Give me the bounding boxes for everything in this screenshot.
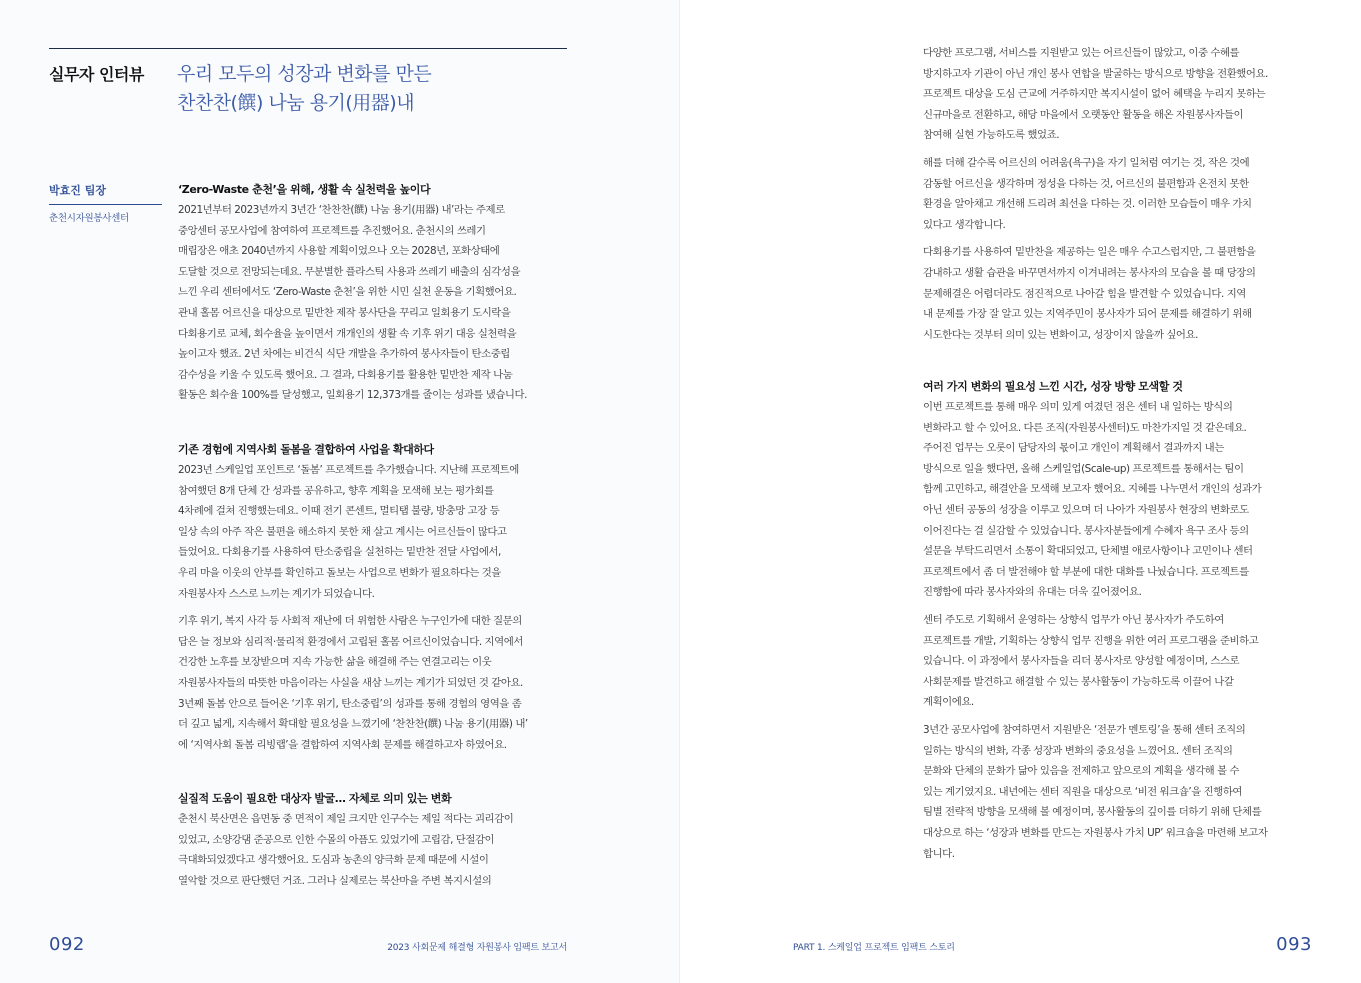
paragraph-line: 있다고 생각합니다. — [923, 218, 1006, 231]
paragraph — [923, 242, 1268, 345]
paragraph-line: 관내 홀몸 어르신을 대상으로 밑반찬 제작 봉사단을 꾸리고 일회용기 도시락을 — [178, 307, 511, 320]
paragraph — [178, 200, 527, 406]
paragraph-line: 열악할 것으로 판단했던 거죠. 그러나 실제로는 북산마을 주변 복지시설의 — [178, 874, 492, 887]
paragraph-line: 방지하고자 기관이 아닌 개인 봉사 연합을 발굴하는 방식으로 방향을 전환했어요. — [923, 67, 1268, 80]
paragraph-line: 내 문제를 가장 잘 알고 있는 지역주민이 봉사자가 되어 문제를 해결하기 위해 — [923, 308, 1252, 321]
article-section — [178, 440, 528, 756]
paragraph-line: 팀별 전략적 방향을 모색해 볼 예정이며, 봉사활동의 깊이를 더하기 위해 단체를 — [923, 806, 1262, 819]
paragraph-line: 변화라고 할 수 있어요. 다른 조직(자원봉사센터)도 마찬가지일 것 같은데요. — [923, 421, 1247, 434]
footer-report-title: 2023 사회문제 해결형 자원봉사 임팩트 보고서 — [387, 943, 567, 953]
paragraph-line: 해를 더해 갈수록 어르신의 어려움(욕구)을 자기 일처럼 여기는 것, 작은 것에 — [923, 156, 1250, 169]
paragraph-line: 다회용기로 교체, 회수율을 높이면서 개개인의 생활 속 기후 위기 대응 실천력을 — [178, 327, 517, 340]
paragraph-line: 프로젝트에서 좀 더 발전해야 할 부분에 대한 대화를 나눴습니다. 프로젝트를 — [923, 565, 1249, 578]
paragraph-line: 문제해결은 어렵더라도 점진적으로 나아갈 힘을 발견할 수 있었습니다. 지역 — [923, 287, 1246, 300]
paragraph-line: 있었고, 소양강댐 준공으로 인한 수몰의 아픔도 있었기에 고립감, 단절감이 — [178, 833, 495, 846]
section-label: 실무자 인터뷰 — [49, 65, 144, 84]
paragraph-line: 느낀 우리 센터에서도 ‘Zero-Waste 춘천’을 위한 시민 실천 운동을 기획했어요. — [178, 286, 517, 299]
paragraph-line: 건강한 노후를 보장받으며 지속 가능한 삶을 해결해 주는 연결고리는 이웃 — [178, 656, 492, 669]
paragraph-line: 3년째 돌봄 안으로 들어온 ‘기후 위기, 탄소중립’의 성과를 통해 경험의 영역을 좀 — [178, 697, 522, 710]
article-section — [178, 789, 513, 892]
paragraph-line: 더 깊고 넓게, 지속해서 확대할 필요성을 느꼈기에 ‘찬찬찬(饌) 나눔 용기(用器) 내’ — [178, 718, 528, 731]
paragraph-line: 참여해 실현 가능하도록 했었죠. — [923, 129, 1060, 142]
title-line: 우리 모두의 성장과 변화를 만든 — [177, 63, 432, 85]
paragraph-line: 프로젝트 대상을 도심 근교에 거주하지만 복지시설이 없어 혜택을 누리지 못하는 — [923, 88, 1266, 101]
paragraph-line: 이어진다는 걸 실감할 수 있었습니다. 봉사자분들에게 수혜자 욕구 조사 등의 — [923, 524, 1249, 537]
paragraph-line: 자원봉사자들의 따뜻한 마음이라는 사실을 새삼 느끼는 계기가 되었던 것 같아요. — [178, 677, 523, 690]
paragraph-line: 계획이에요. — [923, 696, 974, 709]
paragraph-line: 센터 주도로 기획해서 운영하는 상향식 업무가 아닌 봉사자가 주도하여 — [923, 614, 1224, 627]
paragraph-line: 답은 늘 정보와 심리적·물리적 환경에서 고립된 홀몸 어르신이었습니다. 지역에서 — [178, 635, 523, 648]
paragraph-line: 다회용기를 사용하여 밑반찬을 제공하는 일은 매우 수고스럽지만, 그 불편함을 — [923, 246, 1256, 259]
paragraph-line: 다양한 프로그램, 서비스를 지원받고 있는 어르신들이 많았고, 이중 수혜를 — [923, 47, 1240, 59]
page-number: 093 — [1276, 934, 1312, 955]
author-name: 박효진 팀장 — [49, 184, 106, 197]
paragraph-line: 높이고자 했죠. 2년 차에는 비건식 식단 개발을 추가하여 봉사자들이 탄소중립 — [178, 348, 510, 361]
paragraph-line: 감수성을 키울 수 있도록 했어요. 그 결과, 다회용기를 활용한 밑반찬 제작 나눔 — [178, 368, 513, 381]
paragraph-line: 들었어요. 다회용기를 사용하여 탄소중립을 실천하는 밑반찬 전달 사업에서, — [178, 546, 501, 559]
paragraph-line: 춘천시 북산면은 읍면동 중 면적이 제일 크지만 인구수는 제일 적다는 괴리감이 — [178, 813, 514, 826]
paragraph-line: 대상으로 하는 ‘성장과 변화를 만드는 자원봉사 가치 UP’ 워크숍을 마련해 보고자 — [923, 826, 1268, 839]
title-line: 찬찬찬(饌) 나눔 용기(用器)내 — [177, 92, 415, 114]
paragraph-line: 감동할 어르신을 생각하며 정성을 다하는 것, 어르신의 불편함과 온전치 못한 — [923, 177, 1249, 190]
paragraph-line: 자원봉사자 스스로 느끼는 계기가 되었습니다. — [178, 587, 375, 600]
paragraph-line: 설문을 부탁드리면서 소통이 확대되었고, 단체별 애로사항이나 고민이나 센터 — [923, 545, 1253, 558]
paragraph — [178, 809, 513, 891]
paragraph-line: 중앙센터 공모사업에 참여하여 프로젝트를 추진했어요. 춘천시의 쓰레기 — [178, 224, 486, 237]
author-divider — [49, 204, 162, 205]
paragraph — [923, 720, 1267, 864]
paragraph-line: 아닌 센터 공동의 성장을 이루고 있으며 더 나아가 자원봉사 현장의 변화로도 — [923, 504, 1249, 517]
article-section — [923, 377, 1267, 865]
paragraph-line: 주어진 업무는 오롯이 담당자의 몫이고 개인이 계획해서 결과까지 내는 — [923, 442, 1224, 455]
paragraph-line: 있습니다. 이 과정에서 봉사자들을 리더 봉사자로 양성할 예정이며, 스스로 — [923, 655, 1240, 668]
page-number: 092 — [49, 934, 85, 955]
paragraph-line: 함께 고민하고, 해결안을 모색해 보고자 했어요. 지혜를 나누면서 개인의 성과가 — [923, 483, 1262, 496]
paragraph-line: 기후 위기, 복지 사각 등 사회적 재난에 더 위험한 사람은 누구인가에 대한 질문의 — [178, 615, 522, 628]
paragraph-line: 환경을 알아채고 개선해 드리려 최선을 다하는 것. 이러한 모습들이 매우 가치 — [923, 198, 1252, 211]
paragraph — [923, 153, 1268, 235]
section-heading: 여러 가지 변화의 필요성 느낀 시간, 성장 방향 모색할 것 — [923, 379, 1183, 393]
paragraph-line: 참여했던 8개 단체 간 성과를 공유하고, 향후 계획을 모색해 보는 평가회를 — [178, 484, 494, 497]
paragraph-line: 도달할 것으로 전망되는데요. 무분별한 플라스틱 사용과 쓰레기 배출의 심각성을 — [178, 265, 521, 278]
paragraph-line: 신규마을로 전환하고, 해당 마을에서 오랫동안 활동을 해온 자원봉사자들이 — [923, 108, 1244, 121]
section-heading: ‘Zero-Waste 춘천’을 위해, 생활 속 실천력을 높이다 — [178, 182, 431, 196]
paragraph-line: 활동은 회수율 100%를 달성했고, 일회용기 12,373개를 줄이는 성과를 냈습니다. — [178, 389, 527, 402]
right-page — [680, 0, 1361, 983]
paragraph-line: 일하는 방식의 변화, 각종 성장과 변화의 중요성을 느꼈어요. 센터 조직의 — [923, 744, 1233, 757]
paragraph-line: 2023년 스케일업 포인트로 ‘돌봄’ 프로젝트를 추가했습니다. 지난해 프로젝트에 — [178, 464, 519, 477]
paragraph-line: 사회문제를 발견하고 해결할 수 있는 봉사활동이 가능하도록 이끌어 나갈 — [923, 675, 1234, 688]
paragraph-line: 있는 계기였지요. 내년에는 센터 직원을 대상으로 ‘비전 워크숍’을 진행하여 — [923, 785, 1242, 798]
left-page — [0, 0, 680, 983]
paragraph-line: 에 ‘지역사회 돌봄 리빙랩’을 결합하여 지역사회 문제를 해결하고자 하였어요. — [178, 738, 507, 751]
paragraph-line: 합니다. — [923, 847, 955, 860]
paragraph — [923, 397, 1267, 603]
paragraph-line: 3년간 공모사업에 참여하면서 지원받은 ‘전문가 멘토링’을 통해 센터 조직의 — [923, 724, 1246, 736]
paragraph — [178, 611, 528, 755]
footer-part-title: PART 1. 스케일업 프로젝트 임팩트 스토리 — [793, 943, 955, 953]
paragraph-line: 방식으로 일을 했다면, 올해 스케일업(Scale-up) 프로젝트를 통해서는 팀이 — [923, 462, 1244, 475]
paragraph-line: 진행함에 따라 봉사자와의 유대는 더욱 깊어졌어요. — [923, 586, 1142, 599]
paragraph-line: 4차례에 걸쳐 진행했는데요. 이때 전기 콘센트, 멀티탭 불량, 방충망 고장 등 — [178, 505, 500, 518]
paragraph-line: 극대화되었겠다고 생각했어요. 도심과 농촌의 양극화 문제 때문에 시설이 — [178, 854, 489, 867]
section-heading: 기존 경험에 지역사회 돌봄을 결합하여 사업을 확대하다 — [178, 442, 434, 456]
paragraph-line: 2021년부터 2023년까지 3년간 ‘찬찬찬(饌) 나눔 용기(用器) 내’라는 주제로 — [178, 204, 505, 217]
paragraph-line: 일상 속의 아주 작은 불편을 해소하지 못한 채 살고 계시는 어르신들이 많다고 — [178, 525, 507, 538]
author-organization: 춘천시자원봉사센터 — [49, 213, 129, 224]
paragraph-line: 프로젝트를 개발, 기획하는 상향식 업무 진행을 위한 여러 프로그램을 준비하고 — [923, 634, 1259, 647]
article-section — [178, 180, 527, 407]
paragraph — [178, 460, 528, 604]
top-divider — [49, 48, 567, 49]
paragraph — [923, 610, 1267, 713]
paragraph-line: 이번 프로젝트를 통해 매우 의미 있게 여겼던 점은 센터 내 일하는 방식의 — [923, 401, 1233, 414]
paragraph-line: 우리 마을 이웃의 안부를 확인하고 돌보는 사업으로 변화가 필요하다는 것을 — [178, 567, 501, 580]
paragraph — [923, 43, 1268, 146]
article-title — [177, 60, 431, 118]
section-heading: 실질적 도움이 필요한 대상자 발굴… 자체로 의미 있는 변화 — [178, 791, 452, 805]
paragraph-line: 매립장은 애초 2040년까지 사용할 계획이었으나 오는 2028년, 포화상태에 — [178, 245, 500, 258]
paragraph-line: 감내하고 생활 습관을 바꾸면서까지 이겨내려는 봉사자의 모습을 볼 때 당장의 — [923, 266, 1256, 279]
paragraph-line: 문화와 단체의 문화가 닮아 있음을 전제하고 앞으로의 계획을 생각해 볼 수 — [923, 765, 1240, 778]
paragraph-line: 시도한다는 것부터 의미 있는 변화이고, 성장이지 않을까 싶어요. — [923, 328, 1198, 341]
article-section — [923, 43, 1268, 345]
